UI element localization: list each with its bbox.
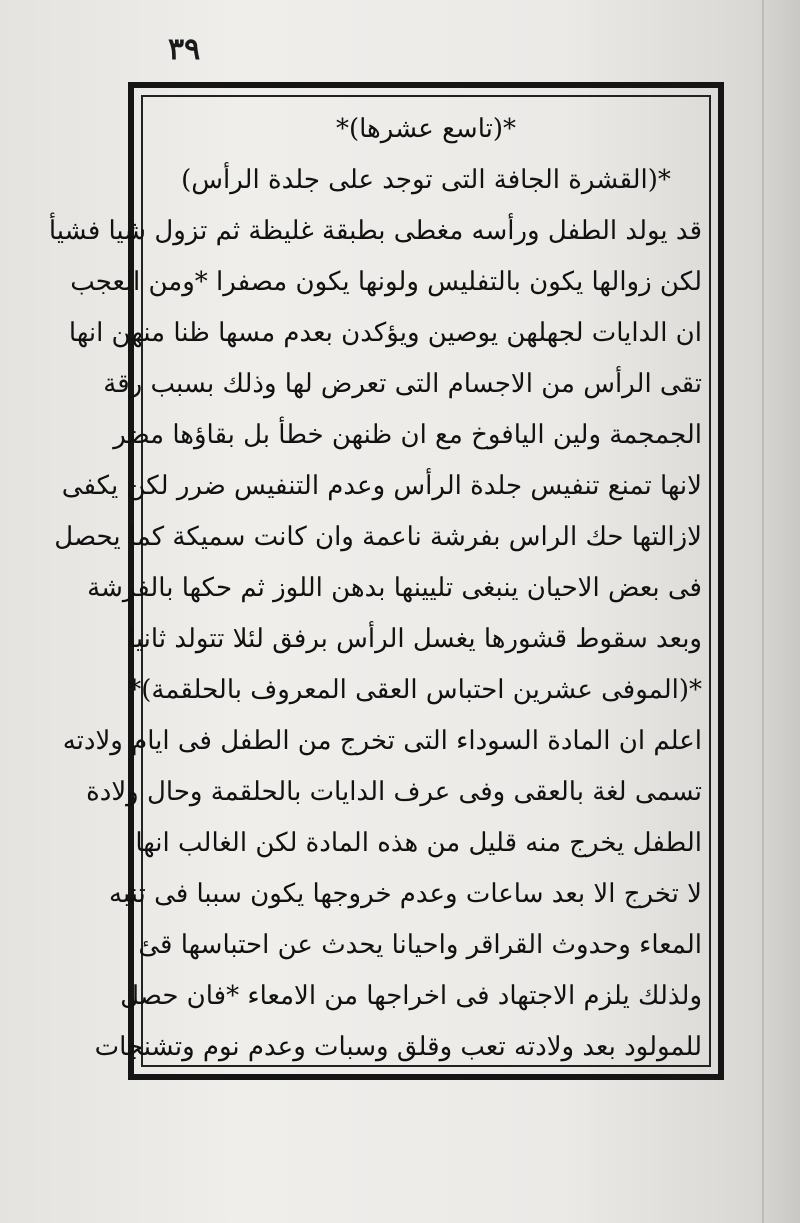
text-line: ان الدايات لجهلهن يوصين ويؤكدن بعدم مسها ظنا منهن انها: [68, 318, 702, 348]
section-subheading-scalp-crust: *(القشرة الجافة التى توجد على جلدة الرأس): [181, 165, 671, 195]
text-line: تقى الرأس من الاجسام التى تعرض لها وذلك بسبب رقة: [103, 369, 702, 399]
text-line: لكن زوالها يكون بالتفليس ولونها يكون مصفرا *ومن العجب: [70, 267, 702, 297]
text-line: المعاء وحدوث القراقر واحيانا يحدث عن احتباسها قئ: [138, 930, 702, 960]
page-number: ٣٩: [168, 32, 201, 67]
section-heading-19: *(تاسع عشرها)*: [335, 114, 517, 144]
text-line: قد يولد الطفل ورأسه مغطى بطبقة غليظة ثم تزول شيا فشيأ: [48, 216, 702, 246]
text-line: ولذلك يلزم الاجتهاد فى اخراجها من الامعاء *فان حصل: [120, 981, 702, 1011]
text-line: الجمجمة ولين اليافوخ مع ان ظنهن خطأ بل بقاؤها مضر: [113, 420, 702, 450]
text-line: تسمى لغة بالعقى وفى عرف الدايات بالحلقمة وحال ولادة: [86, 777, 702, 807]
text-line: الطفل يخرج منه قليل من هذه المادة لكن الغالب انها: [135, 828, 702, 858]
text-line: لا تخرج الا بعد ساعات وعدم خروجها يكون سببا فى تنبه: [109, 879, 702, 909]
page-edge: [762, 0, 764, 1223]
text-line: للمولود بعد ولادته تعب وقلق وسبات وعدم نوم وتشنجات: [94, 1032, 702, 1062]
text-line: فى بعض الاحيان ينبغى تليينها بدهن اللوز ثم حكها بالفرشة: [87, 573, 702, 603]
text-line: لانها تمنع تنفيس جلدة الرأس وعدم التنفيس ضرر لكن يكفى: [61, 471, 702, 501]
section-heading-20: *(الموفى عشرين احتباس العقى المعروف بالحلقمة)*: [128, 675, 702, 705]
text-block: [48, 104, 702, 1062]
text-line: لازالتها حك الراس بفرشة ناعمة وان كانت سميكة كما يحصل: [54, 522, 702, 552]
text-line: اعلم ان المادة السوداء التى تخرج من الطفل فى ايام ولادته: [62, 726, 702, 756]
text-line: وبعد سقوط قشورها يغسل الرأس برفق لئلا تتولد ثانيا: [127, 624, 702, 654]
